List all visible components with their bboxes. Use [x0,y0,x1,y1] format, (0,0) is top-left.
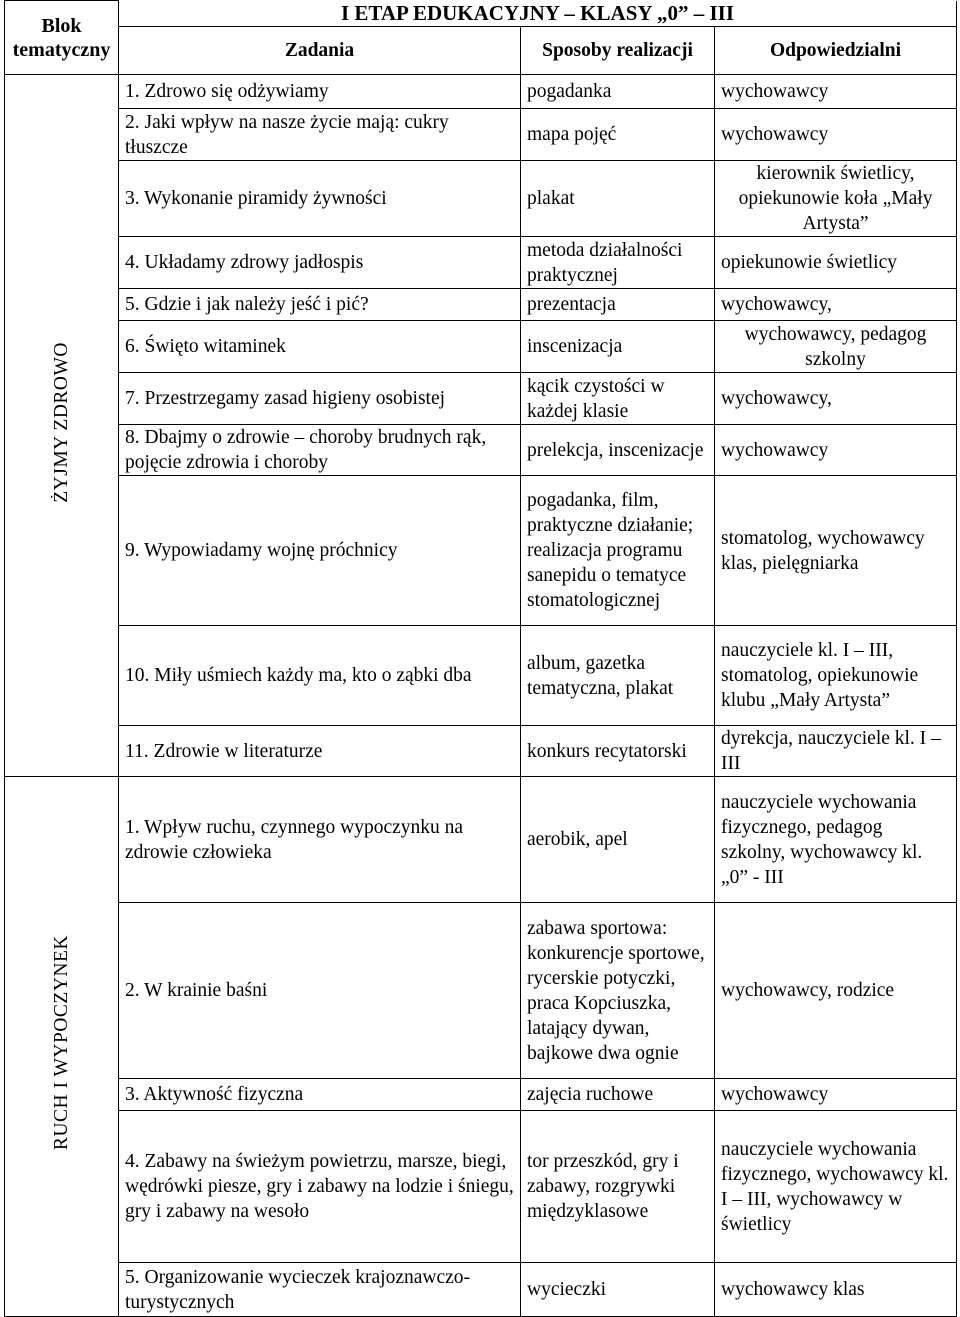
methods-column-header: Sposoby realizacji [521,27,715,75]
method-cell: zabawa sportowa: konkurencje sportowe, rycerskie potyczki, praca Kopciuszka, latający dywan, bajkowe dwa ognie [521,903,715,1079]
method-cell: metoda działalności praktycznej [521,237,715,289]
responsible-cell: nauczyciele wychowania fizycznego, wychowawcy kl. I – III, wychowawcy w świetlicy [715,1111,957,1263]
task-cell: 1. Zdrowo się odżywiamy [119,75,521,109]
block-title: ŻYJMY ZDROWO [51,341,72,503]
table-row [5,109,957,161]
table-row [5,777,957,903]
block-title: RUCH I WYPOCZYNEK [51,935,72,1151]
responsible-cell: wychowawcy klas [715,1263,957,1317]
responsible-cell: dyrekcja, nauczyciele kl. I – III [715,726,957,777]
table-row [5,161,957,237]
task-cell: 11. Zdrowie w literaturze [119,726,521,777]
method-cell: konkurs recytatorski [521,726,715,777]
table-row [5,425,957,476]
table-row [5,476,957,626]
task-cell: 3. Aktywność fizyczna [119,1079,521,1111]
method-cell: aerobik, apel [521,777,715,903]
task-cell: 2. W krainie baśni [119,903,521,1079]
responsible-cell: wychowawcy [715,1079,957,1111]
method-cell: inscenizacja [521,321,715,373]
task-cell: 5. Organizowanie wycieczek krajoznawczo-turystycznych [119,1263,521,1317]
table-row [5,903,957,1079]
method-cell: tor przeszkód, gry i zabawy, rozgrywki międzyklasowe [521,1111,715,1263]
tasks-column-header: Zadania [119,27,521,75]
responsible-cell: opiekunowie świetlicy [715,237,957,289]
task-cell: 9. Wypowiadamy wojnę próchnicy [119,476,521,626]
table-row [5,1079,957,1111]
responsible-column-header: Odpowiedzialni [715,27,957,75]
responsible-cell: wychowawcy, [715,289,957,321]
block-cell-ruch-i-wypoczynek [5,777,119,1317]
table-row [5,75,957,109]
method-cell: zajęcia ruchowe [521,1079,715,1111]
method-cell: prezentacja [521,289,715,321]
method-cell: mapa pojęć [521,109,715,161]
task-cell: 6. Święto witaminek [119,321,521,373]
method-cell: prelekcja, inscenizacje [521,425,715,476]
responsible-cell: wychowawcy [715,109,957,161]
table-row [5,726,957,777]
task-cell: 10. Miły uśmiech każdy ma, kto o ząbki dba [119,626,521,726]
table-row [5,1263,957,1317]
responsible-cell: wychowawcy, [715,373,957,425]
method-cell: pogadanka, film, praktyczne działanie; realizacja programu sanepidu o tematyce stomatologicznej [521,476,715,626]
table-row [5,289,957,321]
responsible-cell: wychowawcy, pedagog szkolny [715,321,957,373]
task-cell: 3. Wykonanie piramidy żywności [119,161,521,237]
responsible-cell: wychowawcy [715,425,957,476]
task-cell: 8. Dbajmy o zdrowie – choroby brudnych rąk, pojęcie zdrowia i choroby [119,425,521,476]
task-cell: 5. Gdzie i jak należy jeść i pić? [119,289,521,321]
task-cell: 1. Wpływ ruchu, czynnego wypoczynku na zdrowie człowieka [119,777,521,903]
responsible-cell: wychowawcy, rodzice [715,903,957,1079]
table-row [5,237,957,289]
method-cell: kącik czystości w każdej klasie [521,373,715,425]
responsible-cell: nauczyciele kl. I – III, stomatolog, opiekunowie klubu „Mały Artysta” [715,626,957,726]
block-column-header [5,1,119,75]
block-column-header-text: Blok tematyczny [12,14,111,61]
table-row [5,626,957,726]
task-cell: 4. Układamy zdrowy jadłospis [119,237,521,289]
table-row [5,321,957,373]
method-cell: album, gazetka tematyczna, plakat [521,626,715,726]
stage-title: I ETAP EDUKACYJNY – KLASY „0” – III [119,1,957,27]
block-cell-zyjmy-zdrowo [5,75,119,777]
program-table [4,0,957,1317]
task-cell: 7. Przestrzegamy zasad higieny osobistej [119,373,521,425]
responsible-cell: kierownik świetlicy, opiekunowie koła „Mały Artysta” [715,161,957,237]
task-cell: 2. Jaki wpływ na nasze życie mają: cukry tłuszcze [119,109,521,161]
responsible-cell: stomatolog, wychowawcy klas, pielęgniarka [715,476,957,626]
method-cell: pogadanka [521,75,715,109]
method-cell: wycieczki [521,1263,715,1317]
responsible-cell: wychowawcy [715,75,957,109]
table-row [5,1111,957,1263]
table-row [5,373,957,425]
task-cell: 4. Zabawy na świeżym powietrzu, marsze, biegi, wędrówki piesze, gry i zabawy na lodzie i śniegu, gry i zabawy na wesoło [119,1111,521,1263]
responsible-cell: nauczyciele wychowania fizycznego, pedagog szkolny, wychowawcy kl. „0” - III [715,777,957,903]
method-cell: plakat [521,161,715,237]
